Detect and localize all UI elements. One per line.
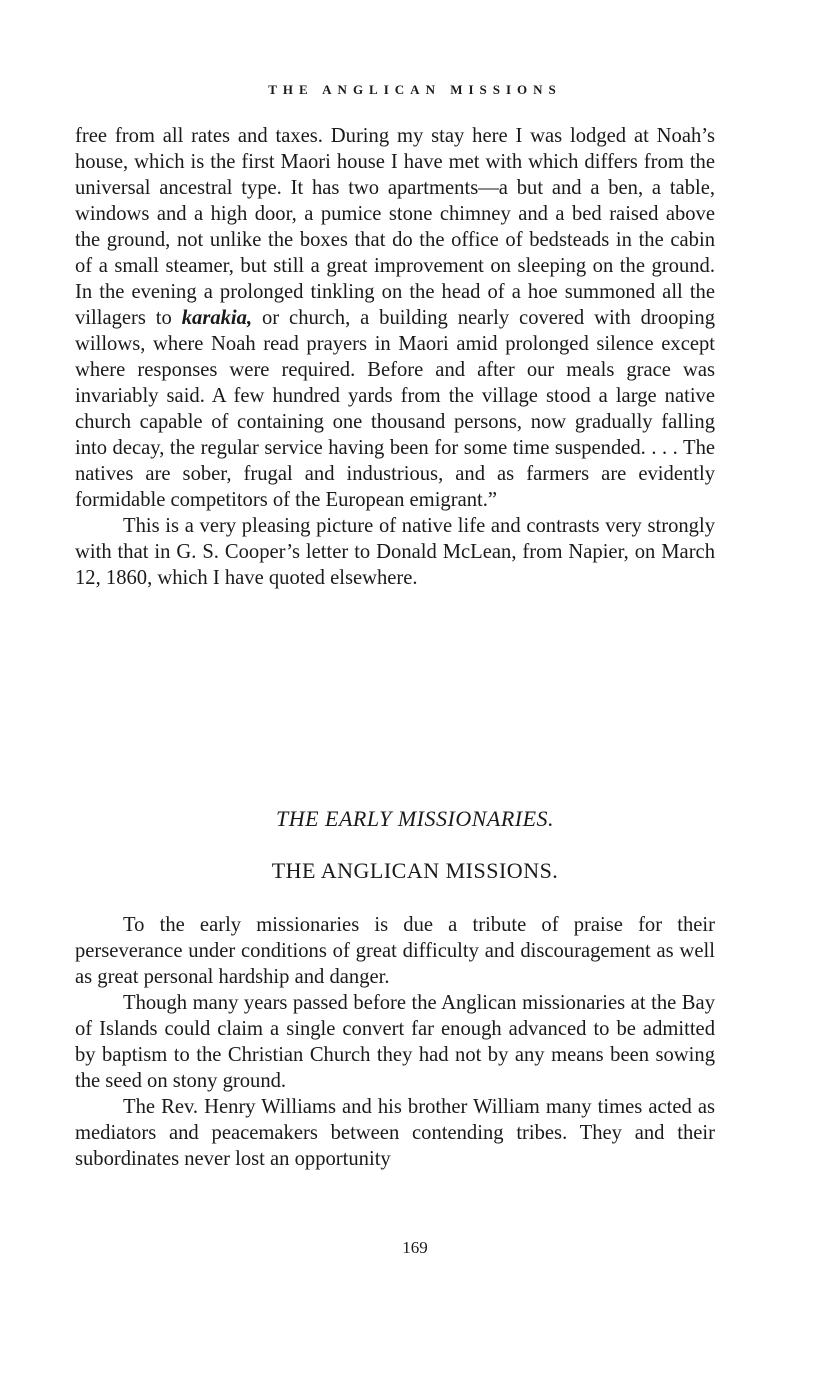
quote-text-start: free from all rates and taxes. During my stay here I was lodged at Noah’s house, which is the first Maori house I have met with which differs from the universal ancestral type. It has two apartments—a but and a ben, a table, windows and a high door, a pumice stone chimney and a bed raised above the ground, not unlike the boxes that do the office of bedsteads in the cabin of a small steamer, but still a great improvement on sleeping on the ground. In the evening a prolonged tinkling on the head of a hoe summoned all the villagers to [75,125,715,329]
converts-paragraph: Though many years passed before the Anglican missionaries at the Bay of Islands could claim a single convert far enough advanced to be admitted by baptism to the Christian Church they had not by any means been sowing the seed on stony ground. [75,992,715,1092]
quoted-paragraph [75,123,715,513]
top-text-block [75,123,715,591]
quote-text-end: or church, a building nearly covered with drooping willows, where Noah read prayers in Maori amid prolonged silence except where responses were required. Before and after our meals grace was invariably said. A few hundred yards from the village stood a large native church capable of containing one thousand persons, now gradually falling into decay, the regular service having been for some time suspended. . . . The natives are sober, frugal and industrious, and as farmers are evidently formidable competitors of the European emigrant.” [75,307,715,511]
tribute-paragraph: To the early missionaries is due a tribute of praise for their perseverance under conditions of great difficulty and discouragement as well as great personal hardship and danger. [75,914,715,988]
section-heading-anglican-missions: THE ANGLICAN MISSIONS. [271,858,559,883]
running-head: THE ANGLICAN MISSIONS [268,82,562,97]
italic-term-karakia: karakia, [181,307,253,329]
commentary-paragraph: This is a very pleasing picture of native life and contrasts very strongly with that in G. S. Cooper’s letter to Donald McLean, from Napier, on March 12, 1860, which I have quoted elsewhere. [75,515,715,589]
section-heading-early-missionaries: THE EARLY MISSIONARIES. [275,806,555,831]
williams-paragraph: The Rev. Henry Williams and his brother William many times acted as mediators and peacemakers between contending tribes. They and their subordinates never lost an opportunity [75,1096,715,1170]
bottom-text-block [75,912,715,1172]
page-number: 169 [402,1238,428,1257]
